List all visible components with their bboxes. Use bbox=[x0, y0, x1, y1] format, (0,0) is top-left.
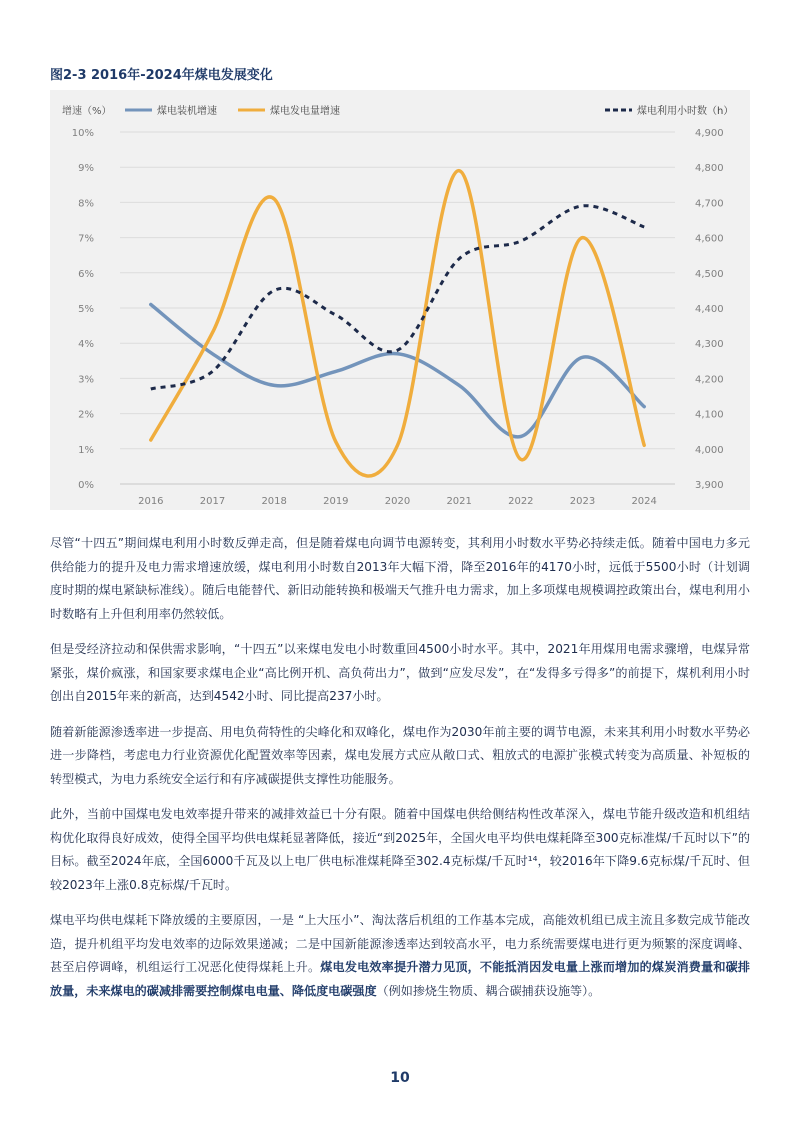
legend-label: 煤电利用小时数（h） bbox=[637, 106, 734, 117]
left-tick-label: 2% bbox=[78, 409, 94, 421]
x-tick-label: 2023 bbox=[569, 496, 596, 507]
right-tick-label: 4,100 bbox=[695, 409, 724, 421]
x-tick-label: 2016 bbox=[138, 496, 164, 507]
series-line-2 bbox=[151, 171, 644, 476]
left-tick-label: 0% bbox=[78, 480, 94, 491]
paragraph bbox=[50, 638, 750, 709]
left-tick-label: 5% bbox=[78, 304, 94, 315]
left-tick-label: 4% bbox=[78, 339, 94, 351]
right-tick-label: 4,400 bbox=[695, 304, 724, 315]
right-tick-label: 4,700 bbox=[695, 198, 724, 210]
body-text bbox=[50, 532, 750, 1015]
right-tick-label: 4,500 bbox=[695, 268, 724, 280]
x-tick-label: 2024 bbox=[631, 496, 657, 507]
left-tick-label: 1% bbox=[78, 444, 94, 456]
text-run: 随着新能源渗透率进一步提高、用电负荷特性的尖峰化和双峰化，煤电作为2030年前主要的调节电源，未来其利用小时数水平势必进一步降档，考虑电力行业资源优化配置效率等因素，煤电发展方式应从敞口式、粗放式的电源扩张模式转变为高质量、补短板的转型模式，为电力系统安全运行和有序减碳提供支撑性功能服务。 bbox=[50, 724, 750, 786]
paragraph bbox=[50, 721, 750, 792]
paragraph bbox=[50, 532, 750, 626]
left-tick-label: 6% bbox=[78, 268, 94, 280]
right-tick-label: 4,600 bbox=[695, 233, 724, 245]
right-tick-label: 4,200 bbox=[695, 374, 724, 386]
left-tick-label: 9% bbox=[78, 163, 94, 175]
right-tick-label: 4,800 bbox=[695, 163, 724, 175]
left-tick-label: 3% bbox=[78, 374, 94, 386]
paragraph bbox=[50, 803, 750, 897]
legend-label: 煤电装机增速 bbox=[157, 106, 217, 117]
text-run: 煤电平均供电煤耗下降放缓的主要原因，一是 “上大压小”、淘汰落后机组的工作基本完成，高能效机组已成主流且多数完成节能改造，提升机组平均发电效率的边际效果递减；二是中国新能源渗透率达到较高水平，电力系统需要煤电进行更为频繁的深度调峰、甚至启停调峰，机组运行工况恶化使得煤耗上升。 bbox=[50, 913, 750, 974]
left-tick-label: 7% bbox=[78, 233, 94, 245]
left-tick-label: 8% bbox=[78, 198, 94, 210]
x-tick-label: 2017 bbox=[199, 496, 226, 507]
line-chart bbox=[50, 90, 750, 510]
chart-container bbox=[50, 90, 750, 510]
series-line-1 bbox=[151, 305, 644, 437]
text-run: （例如掺烧生物质、耦合碳捕获设施等）。 bbox=[376, 983, 601, 998]
paragraph bbox=[50, 909, 750, 1003]
text-run: 此外，当前中国煤电发电效率提升带来的减排效益已十分有限。随着中国煤电供给侧结构性改革深入，煤电节能升级改造和机组结构优化取得良好成效，使得全国平均供电煤耗显著降低，接近“到2025年，全国火电平均供电煤耗降至300克标准煤/千瓦时以下”的目标。截至2024年底，全国6000千瓦及以上电厂供电标准煤耗降至302.4克标煤/千瓦时¹⁴，较2016年下降9.6克标煤/千瓦时、但较2023年上涨0.8克标煤/千瓦时。 bbox=[50, 807, 750, 892]
left-axis-label: 增速（%） bbox=[62, 106, 112, 117]
legend-label: 煤电发电量增速 bbox=[270, 106, 340, 117]
bold-text-run: 煤电发电效率提升潜力见顶，不能抵消因发电量上涨而增加的煤炭消费量和碳排放量，未来煤电的碳减排需要控制煤电电量、降低度电碳强度 bbox=[50, 960, 750, 998]
right-tick-label: 4,000 bbox=[695, 444, 724, 456]
text-run: 但是受经济拉动和保供需求影响，“十四五”以来煤电发电小时数重回4500小时水平。其中，2021年用煤用电需求骤增，电煤异常紧张，煤价疯涨，和国家要求煤电企业“高比例开机、高负荷出力”，做到“应发尽发”，在“发得多亏得多”的前提下，煤机利用小时创出自2015年来的新高，达到4542小时、同比提高237小时。 bbox=[50, 642, 750, 703]
right-tick-label: 3,900 bbox=[695, 480, 724, 491]
right-tick-label: 4,900 bbox=[695, 128, 724, 139]
text-run: 尽管“十四五”期间煤电利用小时数反弹走高，但是随着煤电向调节电源转变，其利用小时数水平势必持续走低。随着中国电力多元供给能力的提升及电力需求增速放缓，煤电利用小时数自2013年大幅下滑，降至2016年的4170小时，远低于5500小时（计划调度时期的煤电紧缺标准线）。随后电能替代、新旧动能转换和极端天气推升电力需求，加上多项煤电规模调控政策出台，煤电利用小时数略有上升但利用率仍然较低。 bbox=[50, 536, 750, 621]
right-tick-label: 4,300 bbox=[695, 339, 724, 351]
page-number: 10 bbox=[390, 1070, 410, 1086]
x-tick-label: 2020 bbox=[384, 496, 411, 507]
x-tick-label: 2022 bbox=[508, 496, 534, 507]
x-tick-label: 2019 bbox=[323, 496, 349, 507]
x-tick-label: 2021 bbox=[446, 496, 472, 507]
figure-title: 图2-3 2016年-2024年煤电发展变化 bbox=[50, 68, 273, 83]
x-tick-label: 2018 bbox=[261, 496, 287, 507]
left-tick-label: 10% bbox=[71, 128, 94, 139]
